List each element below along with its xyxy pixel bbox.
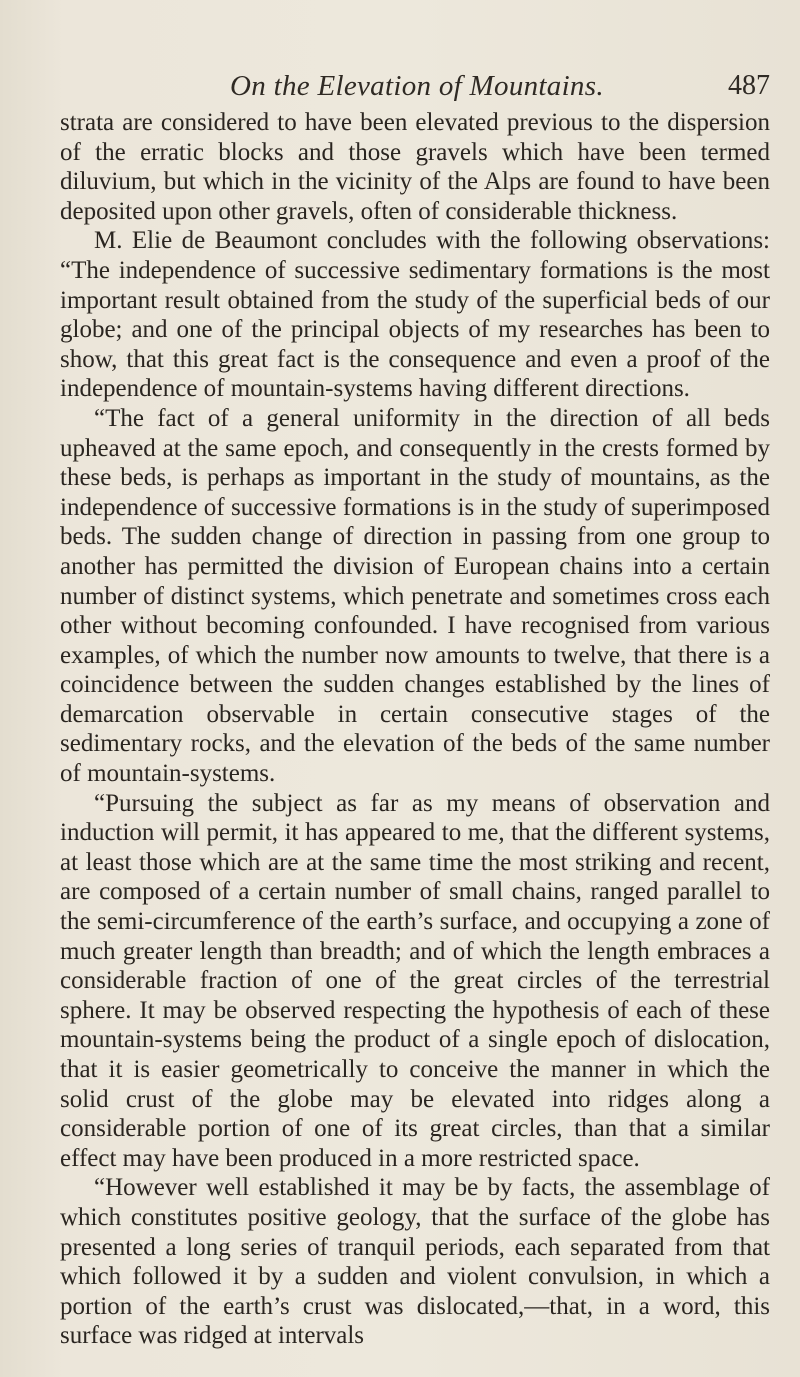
paragraph-beaumont-observations: M. Elie de Beaumont concludes with the following observations: “The independence of successive sedimentary formations is the most important result obtained from the study of the superficial beds of our globe; and one of the principal objects of my researches has been to show, that this great fact is the consequence and even a proof of the independence of mountain-systems having different directions. — [60, 227, 770, 403]
paragraph-continuation: strata are considered to have been elevated previous to the dispersion of the erratic blocks and those gravels which have been termed diluvium, but which in the vicinity of the Alps are found to have been deposited upon other gravels, often of considerable thickness. — [60, 109, 770, 225]
page-number: 487 — [728, 70, 770, 101]
page-header — [60, 70, 770, 104]
body-text — [60, 108, 770, 1351]
running-title: On the Elevation of Mountains. — [230, 70, 604, 102]
paragraph-pursuing: “Pursuing the subject as far as my means of observation and induction will permit, it has appeared to me, that the different systems, at least those which are at the same time the most striking and recent, are composed of a certain number of small chains, ranged parallel to the semi-circumference of the earth’s surface, and occupying a zone of much greater length than breadth; and of which the length embraces a considerable fraction of one of the great circles of the terrestrial sphere. It may be observed respecting the hypothesis of each of these mountain-systems being the product of a single epoch of dislocation, that it is easier geometrically to conceive the manner in which the solid crust of the globe may be elevated into ridges along a considerable portion of one of its great circles, than that a similar effect may have been produced in a more restricted space. — [60, 789, 770, 1172]
paragraph-however: “However well established it may be by facts, the assemblage of which constitutes positive geology, that the surface of the globe has presented a long series of tranquil periods, each separated from that which followed it by a sudden and violent convulsion, in which a portion of the earth’s crust was dislocated,—that, in a word, this surface was ridged at intervals — [60, 1174, 770, 1350]
paragraph-uniformity: “The fact of a general uniformity in the direction of all beds upheaved at the same epoch, and consequently in the crests formed by these beds, is perhaps as important in the study of mountains, as the independence of successive formations is in the study of superimposed beds. The sudden change of direction in passing from one group to another has permitted the division of European chains into a certain number of distinct systems, which penetrate and sometimes cross each other without becoming confounded. I have recognised from various examples, of which the number now amounts to twelve, that there is a coincidence between the sudden changes established by the lines of demarcation observable in certain consecutive stages of the sedimentary rocks, and the elevation of the beds of the same number of mountain-systems. — [60, 404, 770, 788]
